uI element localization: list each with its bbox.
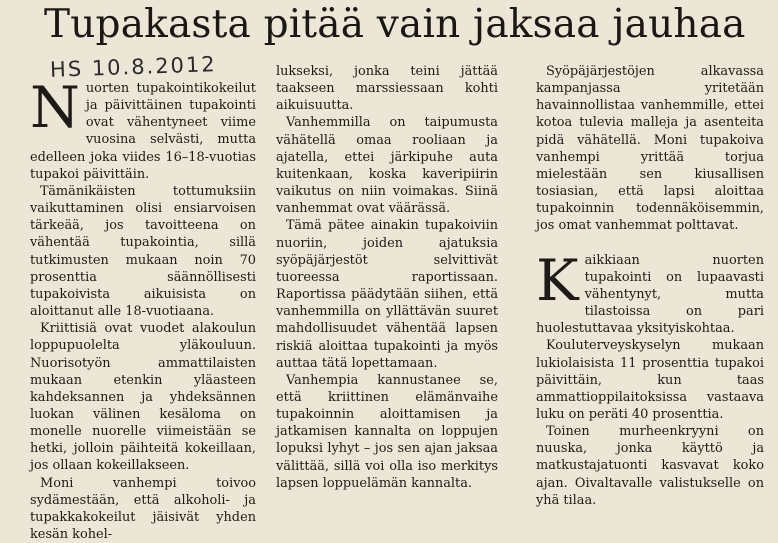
handwritten-date-note: HS 10.8.2012 — [49, 52, 218, 82]
paragraph: Syöpäjärjestöjen alkavassa kampanjassa yritetään havainnollistaa vanhemmille, ettei kotoa tulevia malleja ja asenteita pidä vähätellä. Moni tupakoiva vanhempi yrittää torjua mielestään sen kiusallisen tosiasian, että lapsi aloittaa tupakoinnin todennäköisemmin, jos omat vanhemmat polttavat. — [536, 64, 764, 234]
paragraph — [30, 75, 256, 183]
paragraph-text: aikkiaan nuorten tupakointi on lupaavasti vähentynyt, mutta tilastoissa on pari huolestuttavaa yksityiskohtaa. — [536, 252, 764, 337]
article-column-2 — [276, 63, 498, 493]
drop-cap: K — [536, 247, 579, 314]
paragraph: Kouluterveyskyselyn mukaan lukiolaisista 11 prosenttia tupakoi päivittäin, kun taas ammattioppilaitoksissa vastaava luku on peräti 40 prosenttia. — [536, 338, 764, 422]
paragraph: Tämänikäisten tottumuksiin vaikuttaminen olisi ensiarvoisen tärkeää, jos tavoitteena on vähentää tupakointia, sillä tutkimusten mukaan noin 70 prosenttia säännöllisesti tupakoivista aikuisista on aloittanut alle 18-vuotiaana. — [30, 183, 256, 320]
drop-cap: N — [30, 75, 80, 141]
paragraph: Vanhemmilla on taipumusta vähätellä omaa rooliaan ja ajatella, ettei järkipuhe auta kuitenkaan, koska kaveripiirin vaikutus on niin voimakas. Siinä vanhemmat ovat väärässä. — [276, 115, 498, 217]
paragraph: Kriittisiä ovat vuodet alakoulun loppupuolelta yläkouluun. Nuorisotyön ammattilaisten mukaan etenkin yläasteen kahdeksannen ja yhdeksännen luokan välinen kesäloma on monelle nuorelle viimeistään se hetki, jolloin päihteitä kokeillaan, jos ollaan kokeillakseen. — [30, 321, 256, 474]
article-column-1 — [30, 75, 256, 543]
headline: Tupakasta pitää vain jaksaa jauhaa — [44, 2, 746, 47]
paragraph — [536, 247, 764, 338]
paragraph-text: uorten tupakointikokeilut ja päivittäinen tupakointi ovat vähentyneet viime vuosina selvästi, mutta edelleen joka viides 16–18-vuotias tupakoi päivittäin. — [30, 81, 256, 182]
paragraph: Moni vanhempi toivoo sydämestään, että alkoholi- ja tupakkakokeilut jäisivät yhden kesän kohel- — [30, 475, 256, 543]
paragraph: Tämä pätee ainakin tupakoiviin nuoriin, joiden ajatuksia syöpäjärjestöt selvittivät tuoreessa raportissaan. Raportissa päädytään siihen, että vanhemmilla on yllättävän suuret mahdollisuudet vähentää lapsen riskiä aloittaa tupakointi ja myös auttaa tätä lopettamaan. — [276, 218, 498, 371]
paragraph: lukseksi, jonka teini jättää taakseen marssiessaan kohti aikuisuutta. — [276, 64, 498, 114]
paragraph: Toinen murheenkryyni on nuuska, jonka käyttö ja matkustajatuonti kasvavat koko ajan. Oivaltavalle valistukselle on yhä tilaa. — [536, 424, 764, 508]
article-column-3 — [536, 63, 764, 508]
paragraph: Vanhempia kannustanee se, että kriittinen elämänvaihe tupakoinnin aloittamisen ja jatkamisen kannalta on loppujen lopuksi lyhyt – jos sen ajan jaksaa välittää, sillä voi olla iso merkitys lapsen loppuelämän kannalta. — [276, 372, 498, 491]
